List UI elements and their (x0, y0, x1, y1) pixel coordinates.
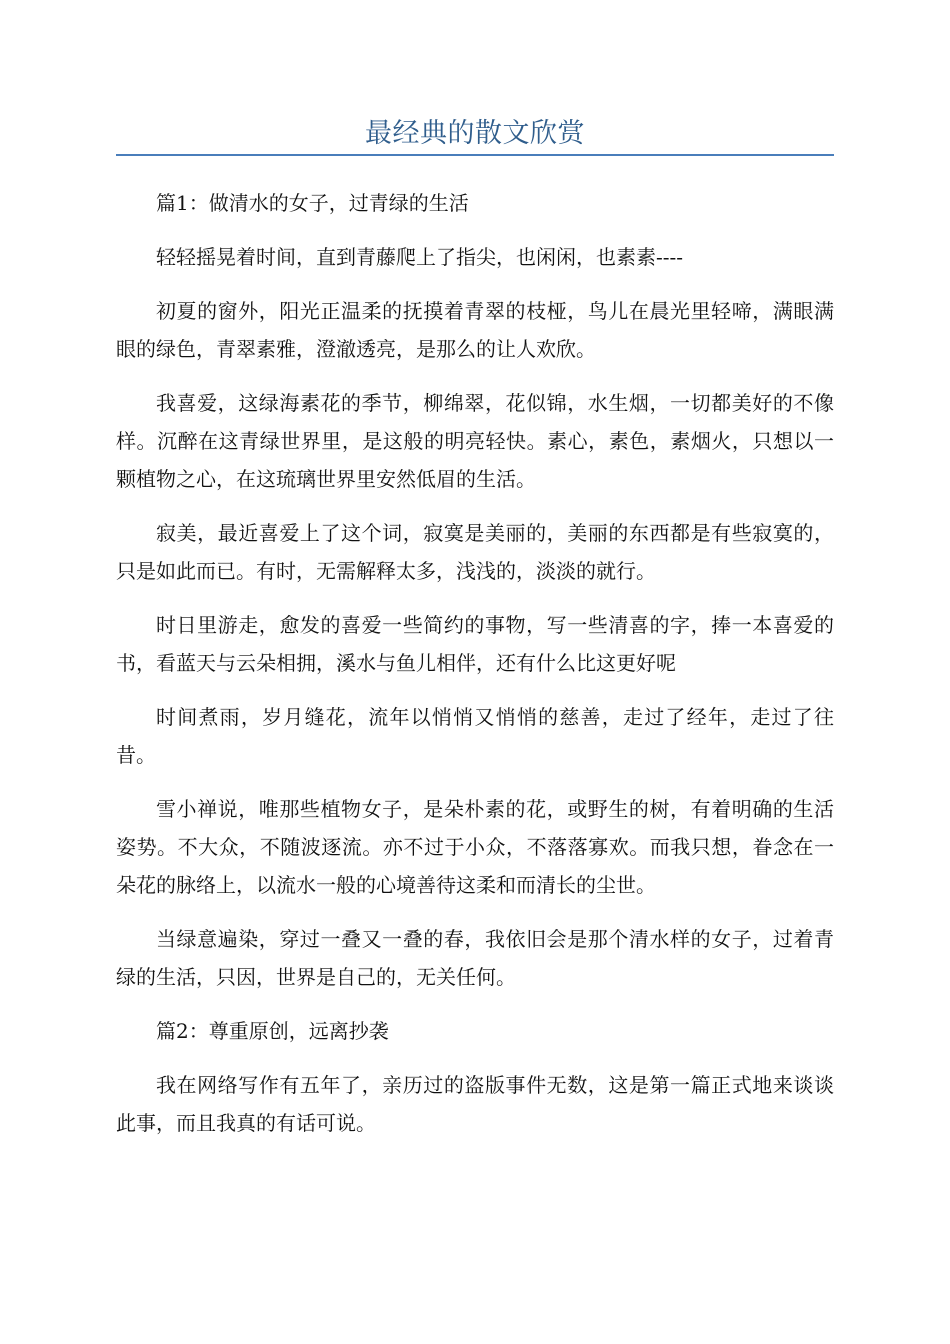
paragraph: 时日里游走，愈发的喜爱一些简约的事物，写一些清喜的字，捧一本喜爱的书，看蓝天与云朵相拥，溪水与鱼儿相伴，还有什么比这更好呢 (116, 613, 834, 675)
document-body (116, 184, 834, 1142)
title-underline (116, 154, 834, 156)
paragraph: 雪小禅说，唯那些植物女子，是朵朴素的花，或野生的树，有着明确的生活姿势。不大众，不随波逐流。亦不过于小众，不落落寡欢。而我只想，眷念在一朵花的脉络上，以流水一般的心境善待这柔和而清长的尘世。 (116, 797, 834, 897)
paragraph: 时间煮雨，岁月缝花，流年以悄悄又悄悄的慈善，走过了经年，走过了往昔。 (116, 705, 834, 767)
paragraph: 当绿意遍染，穿过一叠又一叠的春，我依旧会是那个清水样的女子，过着青绿的生活，只因，世界是自己的，无关任何。 (116, 927, 834, 989)
paragraph: 我在网络写作有五年了，亲历过的盗版事件无数，这是第一篇正式地来谈谈此事，而且我真的有话可说。 (116, 1073, 834, 1135)
paragraph: 轻轻摇晃着时间，直到青藤爬上了指尖，也闲闲，也素素---- (156, 245, 684, 269)
section-heading-1: 篇1：做清水的女子，过青绿的生活 (156, 191, 469, 215)
section-heading-2: 篇2：尊重原创，远离抄袭 (156, 1019, 389, 1043)
paragraph: 寂美，最近喜爱上了这个词，寂寞是美丽的，美丽的东西都是有些寂寞的，只是如此而已。有时，无需解释太多，浅浅的，淡淡的就行。 (116, 521, 834, 583)
paragraph: 我喜爱，这绿海素花的季节，柳绵翠，花似锦，水生烟，一切都美好的不像样。沉醉在这青绿世界里，是这般的明亮轻快。素心，素色，素烟火，只想以一颗植物之心，在这琉璃世界里安然低眉的生活。 (116, 391, 834, 491)
document-page (116, 0, 834, 1158)
document-title: 最经典的散文欣赏 (365, 118, 585, 149)
paragraph: 初夏的窗外，阳光正温柔的抚摸着青翠的枝桠，鸟儿在晨光里轻啼，满眼满眼的绿色，青翠素雅，澄澈透亮，是那么的让人欢欣。 (116, 299, 834, 361)
